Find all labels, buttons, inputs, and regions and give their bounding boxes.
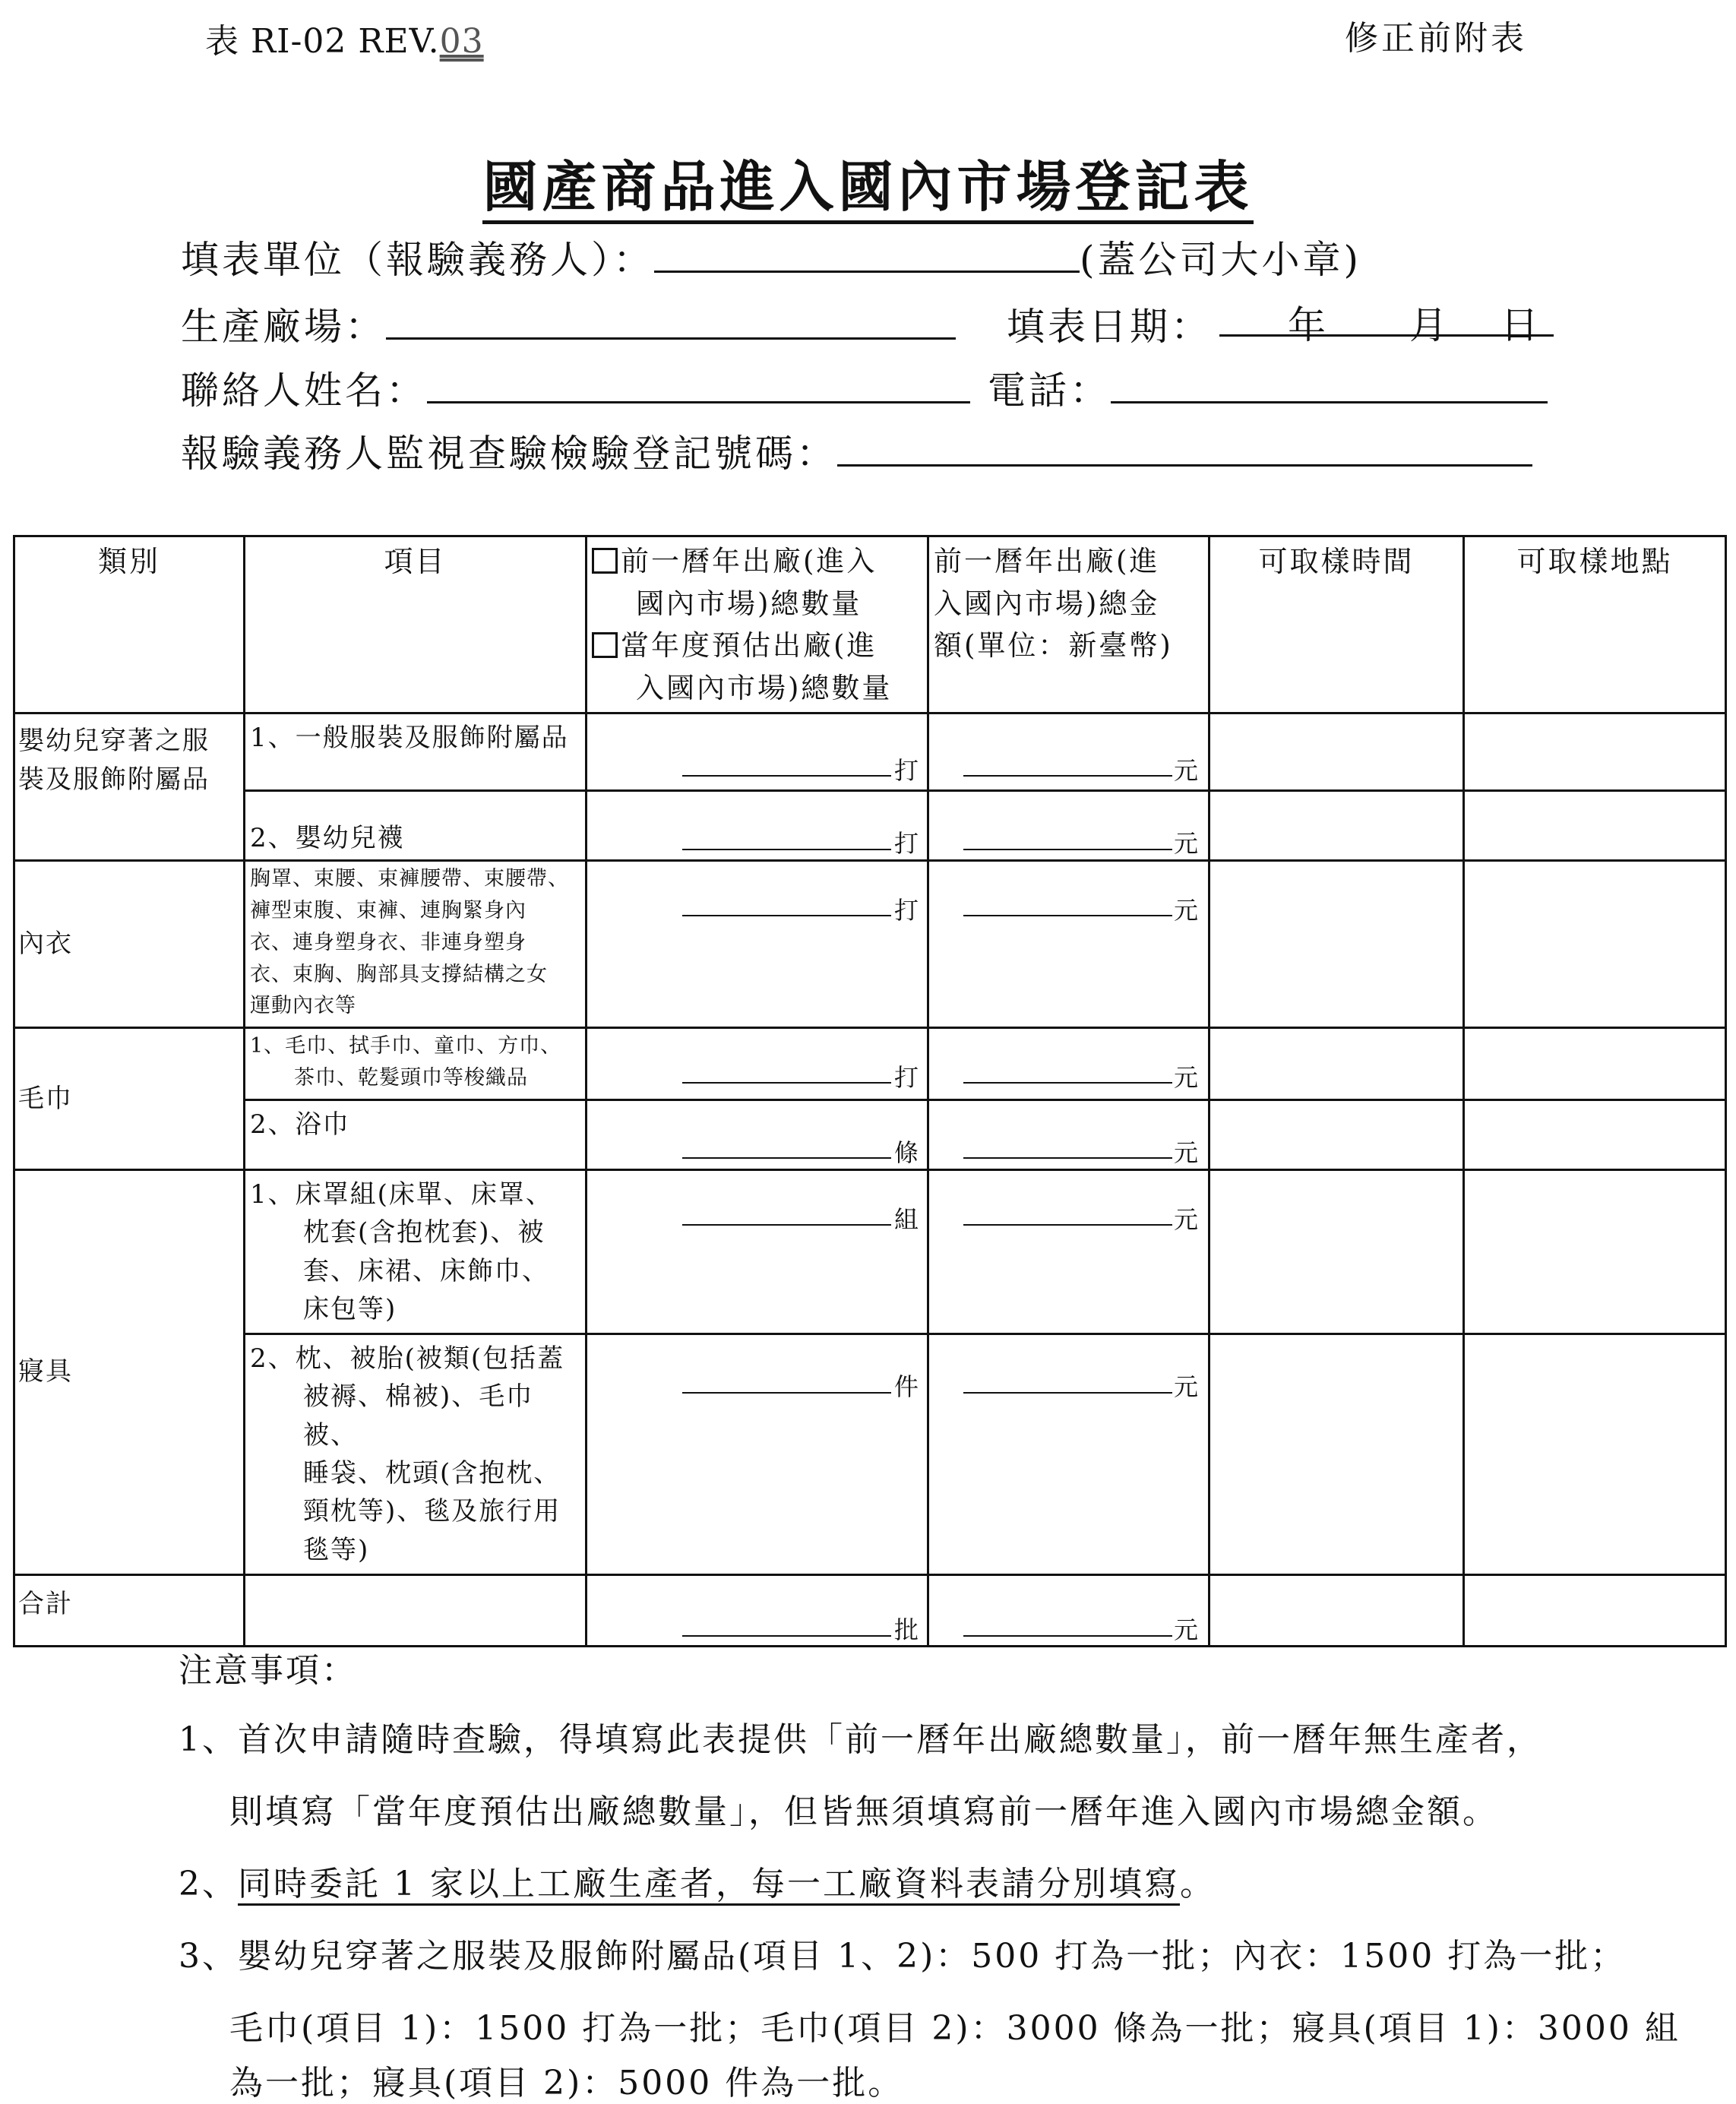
quantity-cell[interactable] <box>587 791 928 861</box>
unit-yuan: 元 <box>1174 1137 1199 1167</box>
underwear-line-1: 胸罩、束腰、束褲腰帶、束腰帶、 <box>250 867 569 891</box>
sample-time-cell[interactable] <box>1210 1169 1464 1334</box>
unit-piece: 件 <box>894 1372 919 1402</box>
date-year: 年 <box>1288 303 1326 347</box>
quantity-line-2: 國內市場)總數量 <box>636 587 862 620</box>
factory-field-row <box>181 296 956 351</box>
sample-place-cell[interactable] <box>1464 1028 1726 1100</box>
item-towel-1 <box>245 1028 587 1100</box>
sample-time-cell[interactable] <box>1210 1575 1464 1647</box>
registration-label: 報驗義務人監視查驗檢驗登記號碼： <box>181 432 837 476</box>
revision-note: 修正前附表 <box>1345 19 1527 58</box>
bedding-2-line-5: 毯等) <box>303 1534 370 1565</box>
note-1-line-1: 1、首次申請隨時查驗，得填寫此表提供「前一曆年出廠總數量」，前一曆年無生產者， <box>179 1720 1542 1759</box>
quantity-cell[interactable] <box>587 1575 928 1647</box>
underwear-line-2: 褲型束腹、束褲、連胸緊身內 <box>250 898 526 922</box>
bedding-1-line-1: 1、床罩組(床單、床罩、 <box>250 1179 553 1210</box>
sample-time-cell[interactable] <box>1210 861 1464 1028</box>
towel-1-line-2: 茶巾、乾髮頭巾等梭織品 <box>294 1066 528 1090</box>
sample-place-cell[interactable] <box>1464 1334 1726 1575</box>
form-code-text: 表 RI-02 REV. <box>205 22 440 61</box>
sample-time-cell[interactable] <box>1210 713 1464 791</box>
header-category: 類別 <box>14 536 245 713</box>
form-code <box>205 14 484 62</box>
item-infant-2: 2、嬰幼兒襪 <box>245 791 587 861</box>
notes-heading: 注意事項： <box>179 1651 357 1690</box>
unit-yuan: 元 <box>1174 1372 1199 1402</box>
factory-label: 生產廠場： <box>181 305 386 349</box>
quantity-line-3: 當年度預估出廠(進 <box>621 629 877 662</box>
unit-dozen: 打 <box>894 829 919 858</box>
sample-place-cell[interactable] <box>1464 861 1726 1028</box>
category-infant <box>14 713 245 861</box>
page-title-text: 國產商品進入國內市場登記表 <box>482 154 1253 224</box>
underwear-line-3: 衣、連身塑身衣、非連身塑身 <box>250 930 526 954</box>
phone-field-row <box>988 360 1548 415</box>
header-item: 項目 <box>245 536 587 713</box>
amount-cell[interactable] <box>928 1169 1210 1334</box>
sample-place-cell[interactable] <box>1464 1099 1726 1169</box>
quantity-cell[interactable] <box>587 1334 928 1575</box>
note-3-line-2: 毛巾(項目 1)：1500 打為一批；毛巾(項目 2)：3000 條為一批；寢具(項目 1)：3000 組 <box>229 2009 1681 2048</box>
unit-strip: 條 <box>894 1137 919 1167</box>
sample-place-cell[interactable] <box>1464 1169 1726 1334</box>
bedding-2-line-2: 被褥、棉被)、毛巾被、 <box>303 1381 534 1451</box>
item-total <box>245 1575 587 1647</box>
amount-cell[interactable] <box>928 1575 1210 1647</box>
unit-yuan: 元 <box>1174 1063 1199 1093</box>
towel-1-line-1: 1、毛巾、拭手巾、童巾、方巾、 <box>250 1034 562 1058</box>
quantity-cell[interactable] <box>587 1028 928 1100</box>
note-2-suffix: 。 <box>1179 1865 1216 1903</box>
registration-table <box>13 535 1727 1647</box>
sample-time-cell[interactable] <box>1210 1334 1464 1575</box>
bedding-2-line-3: 睡袋、枕頭(含抱枕、 <box>303 1458 561 1489</box>
amount-cell[interactable] <box>928 713 1210 791</box>
quantity-line-1: 前一曆年出廠(進入 <box>621 545 877 577</box>
registration-field-row <box>181 423 1532 478</box>
previous-year-checkbox[interactable] <box>592 548 618 574</box>
phone-label: 電話： <box>988 369 1111 413</box>
unit-set: 組 <box>894 1204 919 1234</box>
note-2-underlined: 同時委託 1 家以上工廠生產者，每一工廠資料表請分別填寫 <box>238 1865 1180 1906</box>
item-bedding-2 <box>245 1334 587 1575</box>
unit-yuan: 元 <box>1174 1204 1199 1234</box>
quantity-cell[interactable] <box>587 1169 928 1334</box>
note-3-line-3: 為一批；寢具(項目 2)：5000 件為一批。 <box>229 2064 904 2102</box>
unit-field-row <box>181 229 1361 284</box>
amount-cell[interactable] <box>928 791 1210 861</box>
contact-input-line[interactable] <box>427 371 970 403</box>
category-infant-line-1: 嬰幼兒穿著之服 <box>18 726 210 756</box>
category-underwear: 內衣 <box>14 861 245 1028</box>
amount-cell[interactable] <box>928 1028 1210 1100</box>
registration-input-line[interactable] <box>837 434 1532 467</box>
amount-cell[interactable] <box>928 1099 1210 1169</box>
quantity-line-4: 入國內市場)總數量 <box>636 671 893 704</box>
sample-time-cell[interactable] <box>1210 1028 1464 1100</box>
item-infant-1: 1、一般服裝及服飾附屬品 <box>245 713 587 791</box>
quantity-cell[interactable] <box>587 861 928 1028</box>
amount-line-3: 額(單位：新臺幣) <box>934 629 1173 662</box>
bedding-1-line-4: 床包等) <box>303 1293 397 1324</box>
bedding-2-line-4: 頸枕等)、毯及旅行用 <box>303 1496 561 1527</box>
unit-yuan: 元 <box>1174 756 1199 785</box>
sample-time-cell[interactable] <box>1210 1099 1464 1169</box>
bedding-1-line-3: 套、床裙、床飾巾、 <box>303 1255 549 1286</box>
sample-time-cell[interactable] <box>1210 791 1464 861</box>
phone-input-line[interactable] <box>1111 371 1548 403</box>
date-label: 填表日期： <box>1007 305 1212 349</box>
unit-dozen: 打 <box>894 1063 919 1093</box>
header-sample-time: 可取樣時間 <box>1210 536 1464 713</box>
unit-dozen: 打 <box>894 756 919 785</box>
table-row <box>14 1169 1726 1334</box>
header-quantity <box>587 536 928 713</box>
unit-dozen: 打 <box>894 896 919 925</box>
table-row <box>14 1099 1726 1169</box>
note-3-line-1: 3、嬰幼兒穿著之服裝及服飾附屬品(項目 1、2)：500 打為一批；內衣：1500 打為一批； <box>179 1937 1627 1976</box>
date-day: 日 <box>1500 303 1538 347</box>
estimate-year-checkbox[interactable] <box>592 632 618 658</box>
table-header-row <box>14 536 1726 713</box>
note-2 <box>179 1856 1216 1905</box>
amount-line-1: 前一曆年出廠(進 <box>934 545 1160 577</box>
revision-number: 03 <box>439 22 484 61</box>
unit-input-line[interactable] <box>654 240 1080 273</box>
sample-place-cell[interactable] <box>1464 713 1726 791</box>
amount-cell[interactable] <box>928 861 1210 1028</box>
table-row <box>14 1575 1726 1647</box>
contact-label: 聯絡人姓名： <box>181 369 427 413</box>
bedding-1-line-2: 枕套(含抱枕套)、被 <box>303 1217 545 1248</box>
unit-batch: 批 <box>894 1615 919 1645</box>
unit-label: 填表單位（報驗義務人）： <box>181 238 654 282</box>
unit-yuan: 元 <box>1174 896 1199 925</box>
unit-yuan: 元 <box>1174 1615 1199 1645</box>
item-underwear <box>245 861 587 1028</box>
amount-cell[interactable] <box>928 1334 1210 1575</box>
underwear-line-5: 運動內衣等 <box>250 994 356 1018</box>
sample-place-cell[interactable] <box>1464 791 1726 861</box>
table-row <box>14 1334 1726 1575</box>
category-total: 合計 <box>14 1575 245 1647</box>
category-infant-line-2: 裝及服飾附屬品 <box>18 764 210 795</box>
sample-place-cell[interactable] <box>1464 1575 1726 1647</box>
amount-line-2: 入國內市場)總金 <box>934 587 1160 620</box>
table-row <box>14 1028 1726 1100</box>
date-month: 月 <box>1409 303 1447 347</box>
bedding-2-line-1: 2、枕、被胎(被類(包括蓋 <box>250 1343 565 1375</box>
header-amount <box>928 536 1210 713</box>
item-bedding-1 <box>245 1169 587 1334</box>
header-sample-place: 可取樣地點 <box>1464 536 1726 713</box>
note-1-line-2: 則填寫「當年度預估出廠總數量」，但皆無須填寫前一曆年進入國內市場總金額。 <box>229 1792 1498 1831</box>
underwear-line-4: 衣、束胸、胸部具支撐結構之女 <box>250 962 548 986</box>
table-row <box>14 713 1726 791</box>
table-row <box>14 791 1726 861</box>
quantity-cell[interactable] <box>587 1099 928 1169</box>
category-bedding: 寢具 <box>14 1169 245 1574</box>
item-towel-2: 2、浴巾 <box>245 1099 587 1169</box>
page-title <box>0 143 1736 222</box>
factory-input-line[interactable] <box>386 307 956 340</box>
unit-suffix: (蓋公司大小章) <box>1080 238 1362 282</box>
note-2-prefix: 2、 <box>179 1865 238 1903</box>
unit-yuan: 元 <box>1174 829 1199 858</box>
category-towel: 毛巾 <box>14 1028 245 1170</box>
table-row <box>14 861 1726 1028</box>
contact-field-row <box>181 360 970 415</box>
quantity-cell[interactable] <box>587 713 928 791</box>
